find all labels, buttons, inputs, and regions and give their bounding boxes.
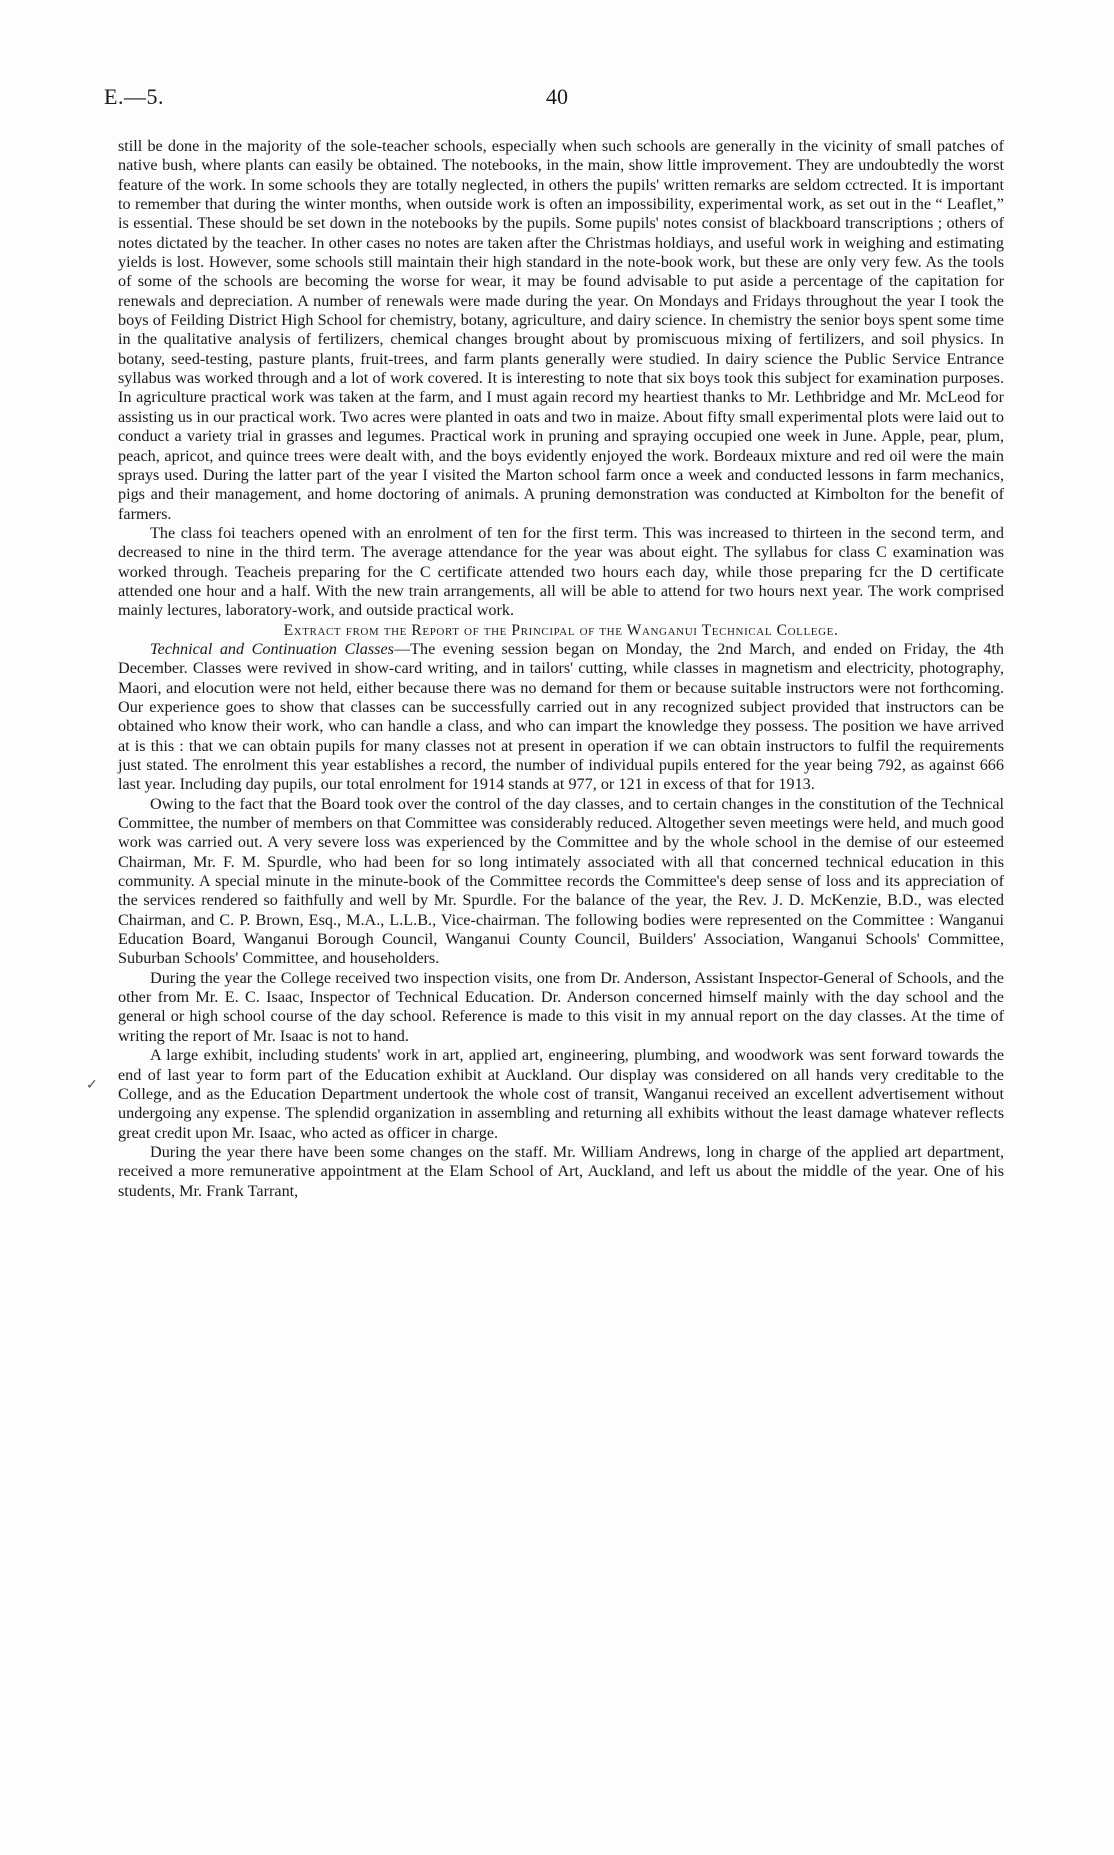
- section-subhead: Technical and Continuation Classes: [150, 639, 394, 658]
- page-header: [104, 84, 1010, 114]
- paragraph: still be done in the majority of the sole-teacher schools, especially when such schools are generally in the vicinity of small patches of native bush, where plants can easily be obtained. The notebooks, in the main, show little improvement. They are undoubtedly the worst feature of the work. In some schools they are totally neglected, in others the pupils' written remarks are seldom cctrected. It is important to remember that during the winter months, when outside work is often an impossibility, experimental work, as set out in the “ Leaflet,” is essential. These should be set down in the notebooks by the pupils. Some pupils' notes consist of blackboard transcriptions ; others of notes dictated by the teacher. In other cases no notes are taken after the Christmas holdiays, and useful work in weighing and estimating yields is lost. However, some schools still maintain their high standard in the note-book work, but these are only very few. As the tools of some of the schools are becoming the worse for wear, it may be found advisable to put aside a percentage of the capitation for renewals and depreciation. A number of renewals were made during the year. On Mondays and Fridays throughout the year I took the boys of Feilding District High School for chemistry, botany, agriculture, and dairy science. In chemistry the senior boys spent some time in the qualitative analysis of fertilizers, chemical changes brought about by promiscuous mixing of fertilizers, and soil physics. In botany, seed-testing, pasture plants, fruit-trees, and farm plants generally were studied. In dairy science the Public Service Entrance syllabus was worked through and a lot of work covered. It is interesting to note that six boys took this subject for examination purposes. In agriculture practical work was taken at the farm, and I must again record my heartiest thanks to Mr. Lethbridge and Mr. McLeod for assisting us in our practical work. Two acres were planted in oats and two in maize. About fifty small experimental plots were laid out to conduct a variety trial in grasses and legumes. Practical work in pruning and spraying occupied one week in June. Apple, pear, plum, peach, apricot, and quince trees were dealt with, and the boys evidently enjoyed the work. Bordeaux mixture and red oil were the main sprays used. During the latter part of the year I visited the Marton school farm once a week and conducted lessons in farm mechanics, pigs and their management, and home doctoring of animals. A pruning demonstration was conducted at Kimbolton for the benefit of farmers.: [118, 137, 1004, 523]
- document-id: E.—5.: [104, 84, 164, 109]
- page-number: 40: [546, 84, 568, 109]
- margin-mark: ✓: [86, 1078, 98, 1093]
- paragraph: The class foi teachers opened with an enrolment of ten for the first term. This was increased to thirteen in the second term, and decreased to nine in the third term. The average attendance for the year was about eight. The syllabus for class C examination was worked through. Teacheis preparing for the C certificate attended two hours each day, while those preparing fcr the D certificate attended one hour and a half. With the new train arrangements, all will be able to attend for two hours next year. The work comprised mainly lectures, laboratory-work, and outside practical work.: [118, 523, 1004, 620]
- paragraph: Owing to the fact that the Board took over the control of the day classes, and to certain changes in the constitution of the Technical Committee, the number of members on that Committee was considerably reduced. Altogether seven meetings were held, and much good work was carried out. A very severe loss was experienced by the Committee and by the whole school in the demise of our esteemed Chairman, Mr. F. M. Spurdle, who had been for so long intimately associated with all that concerned technical education in this community. A special minute in the minute-book of the Committee records the Committee's deep sense of loss and its appreciation of the services rendered so faithfully and well by Mr. Spurdle. For the balance of the year, the Rev. J. D. McKenzie, B.D., was elected Chairman, and C. P. Brown, Esq., M.A., L.L.B., Vice-chairman. The following bodies were represented on the Committee : Wanganui Education Board, Wanganui Borough Council, Wanganui County Council, Builders' Association, Wanganui Schools' Committee, Suburban Schools' Committee, and householders.: [118, 794, 1004, 968]
- paragraph: During the year the College received two inspection visits, one from Dr. Anderson, Assistant Inspector-General of Schools, and the other from Mr. E. C. Isaac, Inspector of Technical Education. Dr. Anderson concerned himself mainly with the day school and the general or high school course of the day school. Reference is made to this visit in my annual report on the day classes. At the time of writing the report of Mr. Isaac is not to hand.: [118, 968, 1004, 1045]
- body-text: [118, 137, 1004, 1201]
- paragraph: During the year there have been some changes on the staff. Mr. William Andrews, long in charge of the applied art department, received a more remunerative appointment at the Elam School of Art, Auckland, and left us about the middle of the year. One of his students, Mr. Frank Tarrant,: [118, 1142, 1004, 1200]
- section-heading: Extract from the Report of the Principal of the Wanganui Technical College.: [283, 621, 839, 639]
- paragraph-text: —The evening session began on Monday, the 2nd March, and ended on Friday, the 4th December. Classes were revived in show-card writing, and in tailors' cutting, while classes in magnetism and electricity, photography, Maori, and elocution were not held, either because there was no demand for them or because suitable instructors were not forthcoming. Our experience goes to show that classes can be successfully carried out in any recognized subject provided that instructors can be obtained who know their work, who can handle a class, and who can impart the knowledge they possess. The position we have arrived at is this : that we can obtain pupils for many classes not at present in operation if we can obtain instructors to fulfil the requirements just stated. The enrolment this year establishes a record, the number of individual pupils entered for the year being 792, as against 666 last year. Including day pupils, our total enrolment for 1914 stands at 977, or 121 in excess of that for 1913.: [118, 639, 1005, 794]
- paragraph: A large exhibit, including students' work in art, applied art, engineering, plumbing, and woodwork was sent forward towards the end of last year to form part of the Education exhibit at Auckland. Our display was considered on all hands very creditable to the College, and as the Education Department undertook the whole cost of transit, Wanganui received an excellent advertisement without undergoing any expense. The splendid organization in assembling and returning all exhibits without the least damage whatever reflects great credit upon Mr. Isaac, who acted as officer in charge.: [118, 1046, 1004, 1142]
- paragraph: [118, 640, 1004, 795]
